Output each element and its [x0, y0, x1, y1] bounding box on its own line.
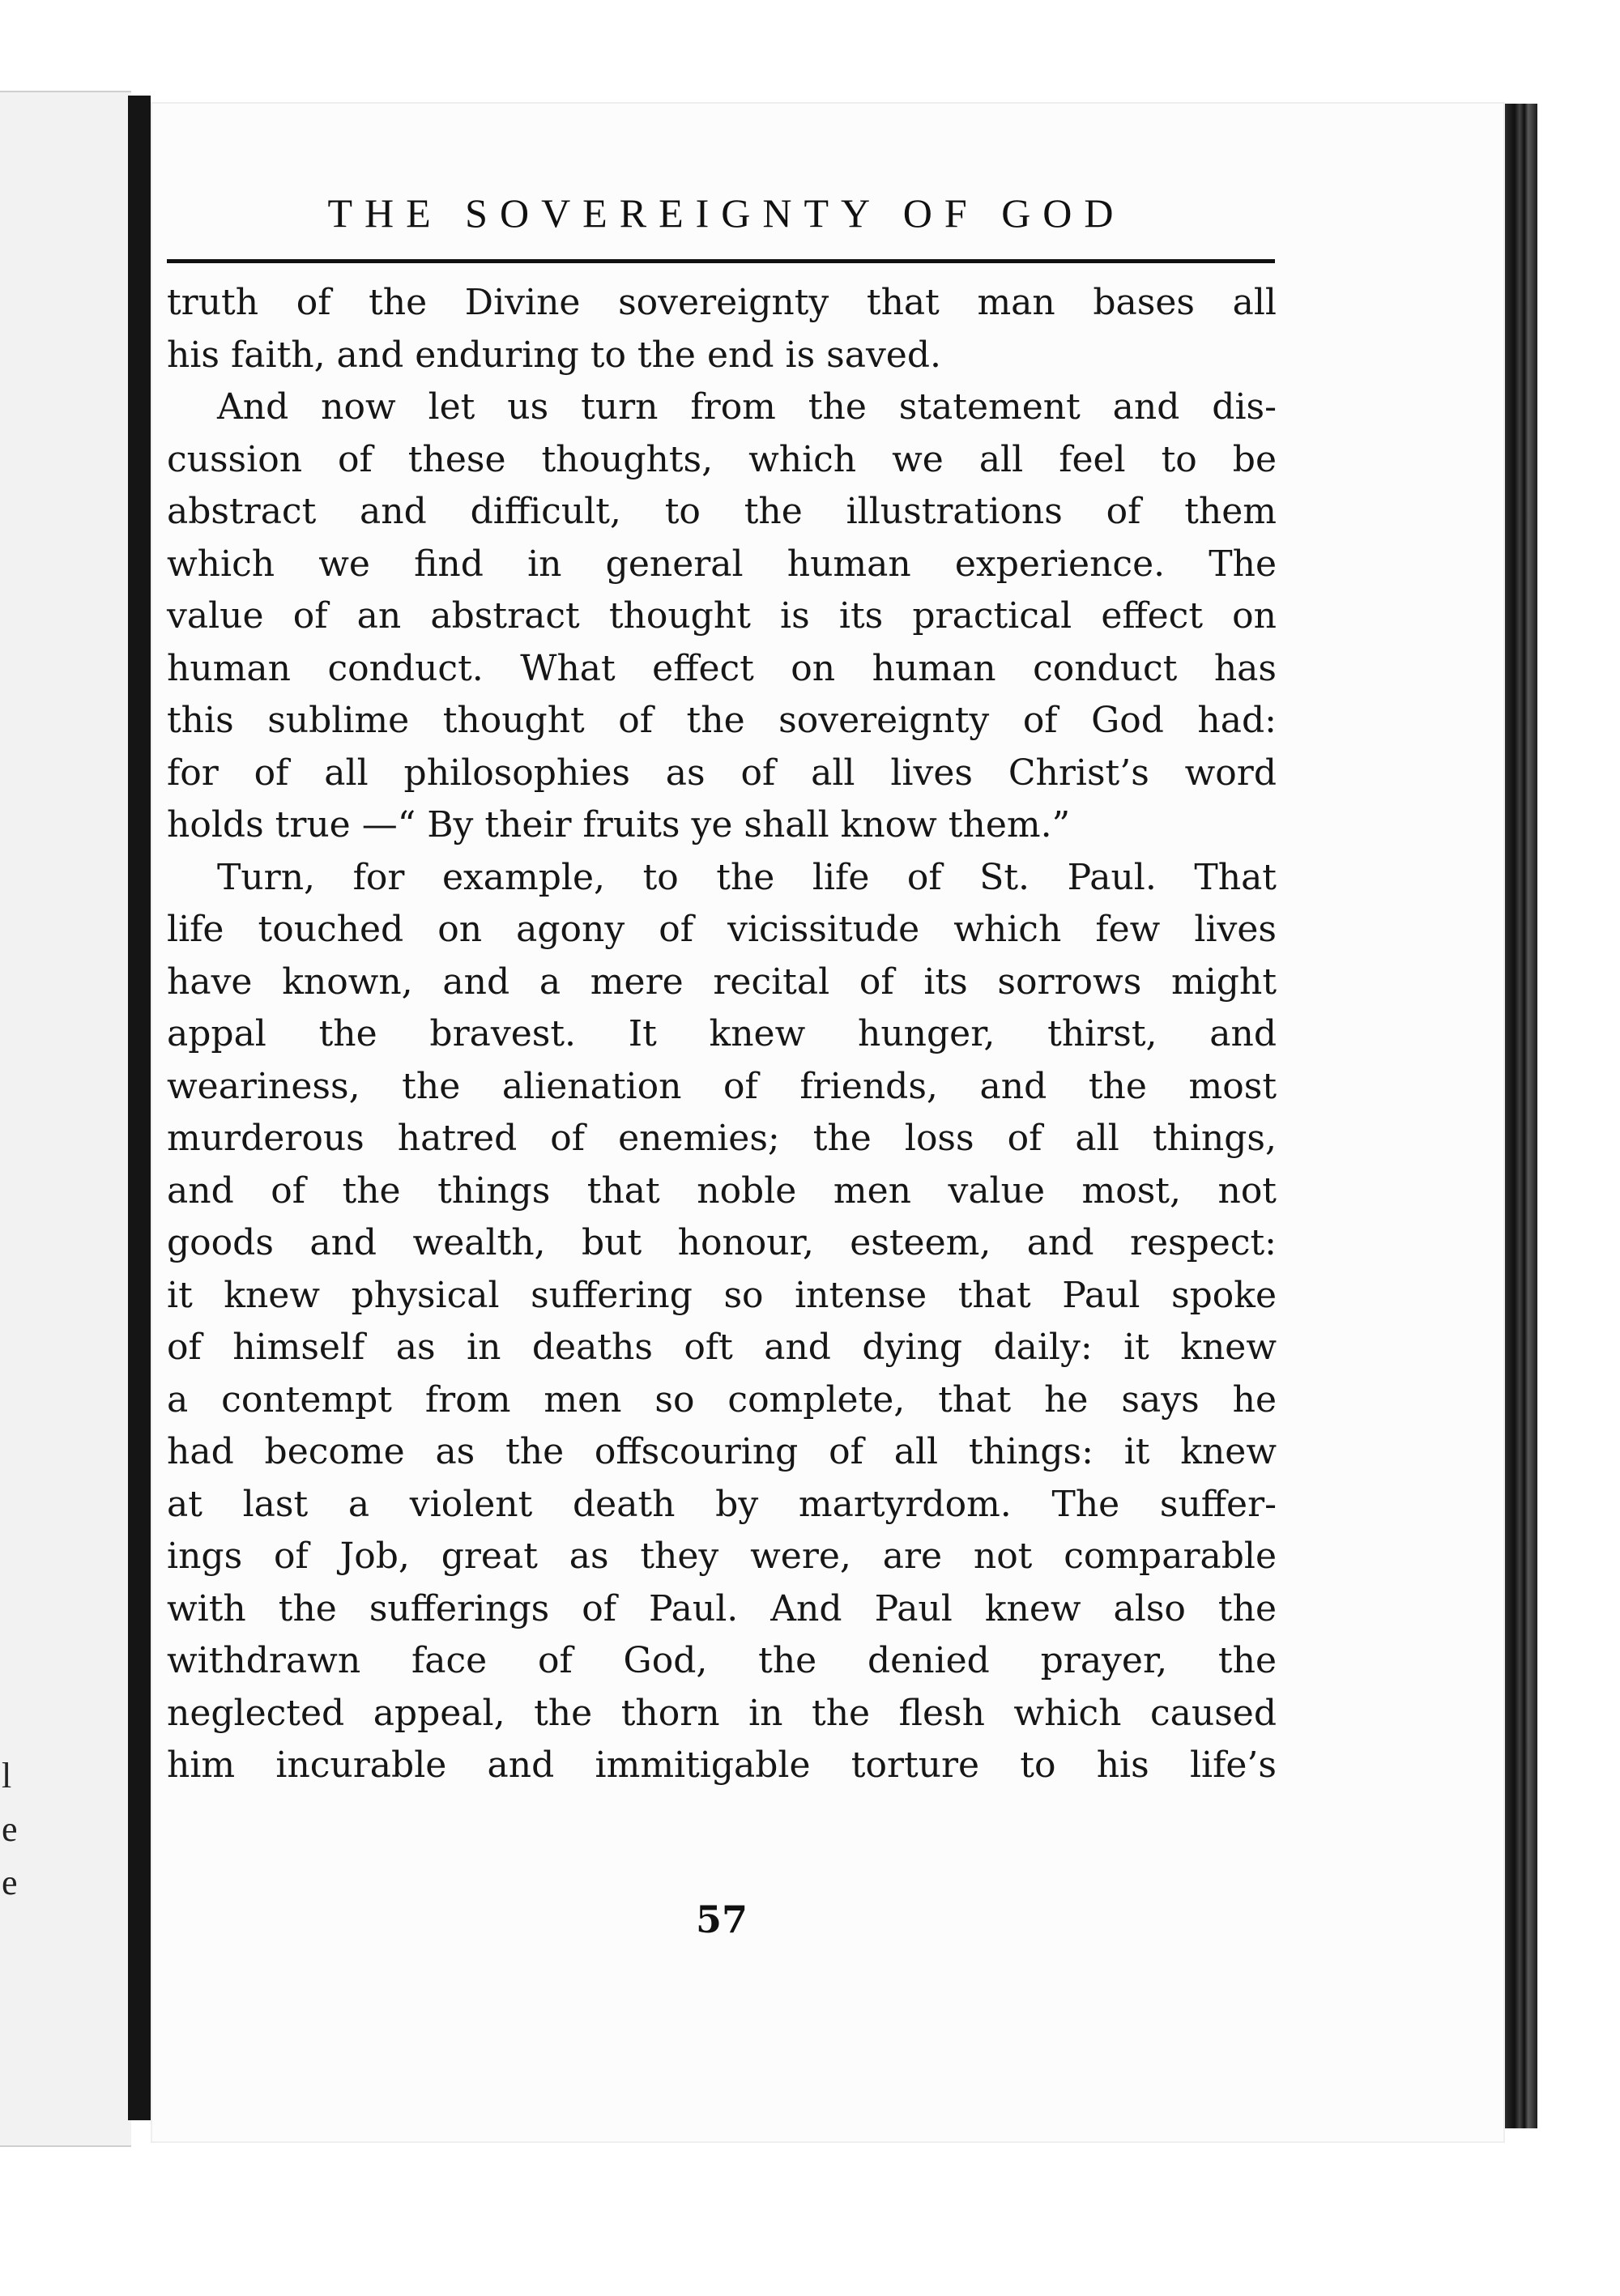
left-fragment-2: e	[2, 1809, 18, 1849]
text-line: this sublime thought of the sovereignty of God had:	[167, 700, 1277, 741]
text-line: truth of the Divine sovereignty that man bases all	[167, 282, 1277, 323]
text-line: value of an abstract thought is its practical effect on	[167, 595, 1277, 637]
page-edge	[1505, 104, 1537, 2128]
text-line: him incurable and immitigable torture to his life’s	[167, 1744, 1277, 1786]
text-line: murderous hatred of enemies; the loss of all things,	[167, 1118, 1277, 1159]
text-line: goods and wealth, but honour, esteem, and respect:	[167, 1222, 1277, 1263]
text-line: for of all philosophies as of all lives Christ’s word	[167, 752, 1277, 794]
running-head: THE SOVEREIGNTY OF GOD	[327, 190, 1126, 236]
text-line: which we find in general human experience. The	[167, 543, 1277, 585]
text-line: life touched on agony of vicissitude which few lives	[167, 909, 1277, 950]
text-line: Turn, for example, to the life of St. Paul. That	[217, 856, 1277, 898]
text-line: at last a violent death by martyrdom. The suffer-	[167, 1483, 1277, 1525]
text-line: holds true —“ By their fruits ye shall know them.”	[167, 804, 1071, 846]
text-line: have known, and a mere recital of its sorrows might	[167, 961, 1277, 1003]
text-line: of himself as in deaths oft and dying daily: it knew	[167, 1327, 1277, 1368]
text-line: weariness, the alienation of friends, and the most	[167, 1065, 1277, 1107]
text-line: cussion of these thoughts, which we all feel to be	[167, 438, 1277, 480]
text-line: human conduct. What effect on human conduct has	[167, 647, 1277, 689]
text-line: with the sufferings of Paul. And Paul knew also the	[167, 1587, 1277, 1629]
text-line: And now let us turn from the statement and dis-	[217, 386, 1277, 428]
text-line: neglected appeal, the thorn in the flesh which caused	[167, 1692, 1277, 1734]
body-text	[167, 277, 1277, 1792]
text-line: withdrawn face of God, the denied prayer, the	[167, 1640, 1277, 1681]
left-fragment-3: e	[2, 1863, 18, 1902]
text-line: had become as the offscouring of all things: it knew	[167, 1431, 1277, 1472]
text-line: it knew physical suffering so intense that Paul spoke	[167, 1274, 1277, 1316]
text-line: and of the things that noble men value most, not	[167, 1169, 1277, 1212]
text-line: appal the bravest. It knew hunger, thirst, and	[167, 1013, 1277, 1054]
left-page-fragments	[0, 1749, 34, 1910]
page-number: 57	[695, 1898, 748, 1941]
text-line: ings of Job, great as they were, are not comparable	[167, 1536, 1277, 1577]
text-line: a contempt from men so complete, that he says he	[167, 1378, 1277, 1421]
book-gutter	[128, 96, 151, 2120]
text-line: abstract and difficult, to the illustrations of them	[167, 491, 1277, 532]
left-fragment-1: l	[2, 1756, 12, 1795]
text-line: his faith, and enduring to the end is saved.	[167, 334, 941, 376]
page-header	[167, 185, 1275, 263]
